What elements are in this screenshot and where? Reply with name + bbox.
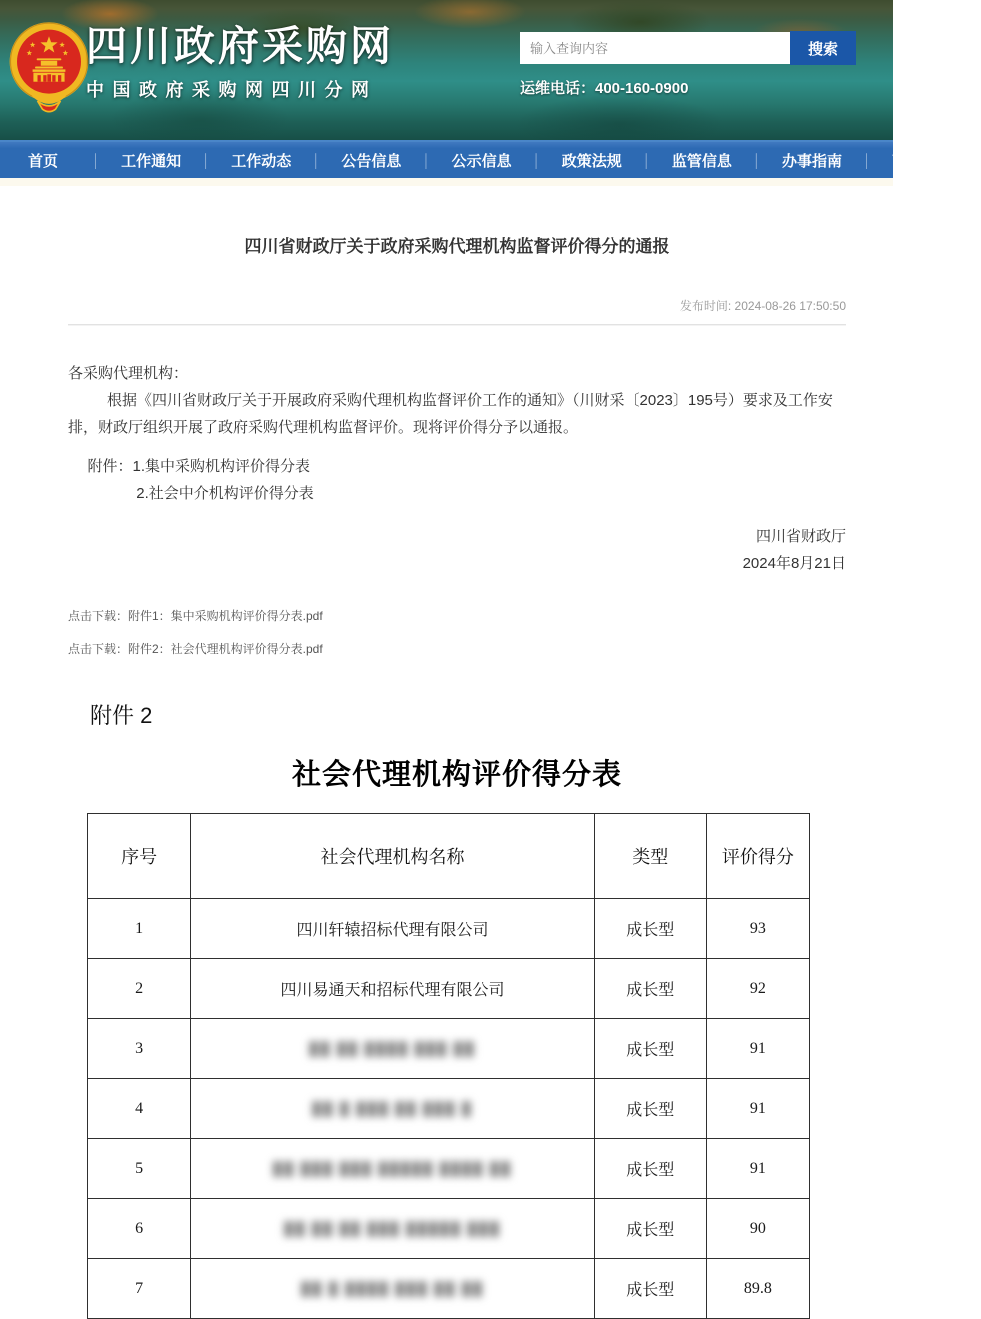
- header-seq: 序号: [88, 814, 191, 899]
- nav-separator: │: [312, 152, 321, 168]
- nav-separator: │: [422, 152, 431, 168]
- cell-type: 成长型: [594, 1199, 706, 1259]
- attachment-list: [68, 453, 846, 507]
- download-attachment1-link[interactable]: 点击下载：附件1：集中采购机构评价得分表.pdf: [68, 609, 323, 623]
- score-table: [87, 813, 810, 1319]
- table-row: [88, 1019, 810, 1079]
- nav-separator: │: [532, 152, 541, 168]
- cell-seq: 7: [88, 1259, 191, 1319]
- search-button[interactable]: 搜索: [790, 31, 856, 65]
- cell-name-redacted: ██ ██ ████ ███ ██: [191, 1019, 595, 1079]
- site-subtitle: 中国政府采购网四川分网: [86, 80, 378, 100]
- cell-type: 成长型: [594, 959, 706, 1019]
- signature-block: [68, 523, 846, 577]
- site-title: 四川政府采购网: [86, 23, 394, 69]
- cell-type: 成长型: [594, 1259, 706, 1319]
- site-header: [0, 0, 893, 140]
- attachment-item-2: 2.社会中介机构评价得分表: [136, 485, 314, 502]
- title-divider: [68, 324, 846, 326]
- main-paragraph: 根据《四川省财政厅关于开展政府采购代理机构监督评价工作的通知》（川财采〔2023〕195号）要求及工作安排，财政厅组织开展了政府采购代理机构监督评价。现将评价得分予以通报。: [68, 392, 833, 436]
- nav-bottom-strip: [0, 178, 893, 186]
- search-input[interactable]: [520, 32, 790, 64]
- cell-name: 四川轩辕招标代理有限公司: [191, 899, 595, 959]
- article-content: [68, 232, 846, 1319]
- article-title: 四川省财政厅关于政府采购代理机构监督评价得分的通报: [244, 237, 670, 256]
- cell-name-redacted: ██ ███ ███ █████ ████ ██: [191, 1139, 595, 1199]
- cell-type: 成长型: [594, 1019, 706, 1079]
- nav-separator: │: [752, 152, 761, 168]
- cell-type: 成长型: [594, 1139, 706, 1199]
- header-search-area: [520, 32, 860, 98]
- cell-name: 四川易通天和招标代理有限公司: [191, 959, 595, 1019]
- table-row: [88, 959, 810, 1019]
- table-row: [88, 899, 810, 959]
- nav-item-2[interactable]: 工作通知: [121, 152, 182, 170]
- score-table-title: 社会代理机构评价得分表: [291, 759, 622, 791]
- cell-seq: 6: [88, 1199, 191, 1259]
- nav-item-8[interactable]: 办事指南: [781, 152, 842, 170]
- publish-time: 发布时间: 2024-08-26 17:50:50: [679, 299, 846, 313]
- table-row: [88, 1139, 810, 1199]
- header-score: 评价得分: [706, 814, 809, 899]
- site-brand: [86, 22, 394, 102]
- nav-item-5[interactable]: 公示信息: [451, 152, 512, 170]
- national-emblem-icon: [8, 20, 90, 118]
- nav-separator: │: [642, 152, 651, 168]
- sign-date: 2024年8月21日: [742, 555, 846, 572]
- salutation: 各采购代理机构：: [68, 365, 189, 382]
- cell-type: 成长型: [594, 899, 706, 959]
- nav-separator: │: [92, 152, 101, 168]
- cell-seq: 1: [88, 899, 191, 959]
- cell-score: 91: [706, 1019, 809, 1079]
- nav-item-6[interactable]: 政策法规: [561, 152, 622, 170]
- table-row: [88, 1079, 810, 1139]
- cell-score: 89.8: [706, 1259, 809, 1319]
- cell-type: 成长型: [594, 1079, 706, 1139]
- main-navigation: [0, 140, 981, 178]
- cell-seq: 2: [88, 959, 191, 1019]
- cell-score: 92: [706, 959, 809, 1019]
- cell-seq: 5: [88, 1139, 191, 1199]
- header-type: 类型: [594, 814, 706, 899]
- cell-score: 91: [706, 1079, 809, 1139]
- cell-name-redacted: ██ █ ███ ██ ███ █: [191, 1079, 595, 1139]
- nav-separator: │: [863, 152, 872, 168]
- nav-separator: │: [973, 152, 981, 168]
- table-row: [88, 1259, 810, 1319]
- cell-score: 93: [706, 899, 809, 959]
- cell-seq: 3: [88, 1019, 191, 1079]
- cell-name-redacted: ██ ██ ██ ███ █████ ███: [191, 1199, 595, 1259]
- attachment-item-1: 附件：1.集中采购机构评价得分表: [87, 458, 311, 475]
- service-hotline: 运维电话：400-160-0900: [520, 80, 689, 97]
- cell-seq: 4: [88, 1079, 191, 1139]
- header-name: 社会代理机构名称: [191, 814, 595, 899]
- cell-name-redacted: ██ █ ████ ███ ██ ██: [191, 1259, 595, 1319]
- nav-item-4[interactable]: 公告信息: [341, 152, 402, 170]
- table-row: [88, 1199, 810, 1259]
- nav-item-3[interactable]: 工作动态: [231, 152, 292, 170]
- attachment2-label: 附件 2: [90, 703, 153, 728]
- nav-item-7[interactable]: 监管信息: [671, 152, 732, 170]
- table-header-row: [88, 814, 810, 899]
- download-attachment2-link[interactable]: 点击下载：附件2：社会代理机构评价得分表.pdf: [68, 642, 323, 656]
- nav-item-9[interactable]: 下载专区: [892, 152, 953, 170]
- cell-score: 91: [706, 1139, 809, 1199]
- signer: 四川省财政厅: [755, 528, 846, 545]
- nav-item-1[interactable]: 首页: [28, 152, 59, 170]
- nav-separator: │: [202, 152, 211, 168]
- cell-score: 90: [706, 1199, 809, 1259]
- article-body: [68, 360, 846, 577]
